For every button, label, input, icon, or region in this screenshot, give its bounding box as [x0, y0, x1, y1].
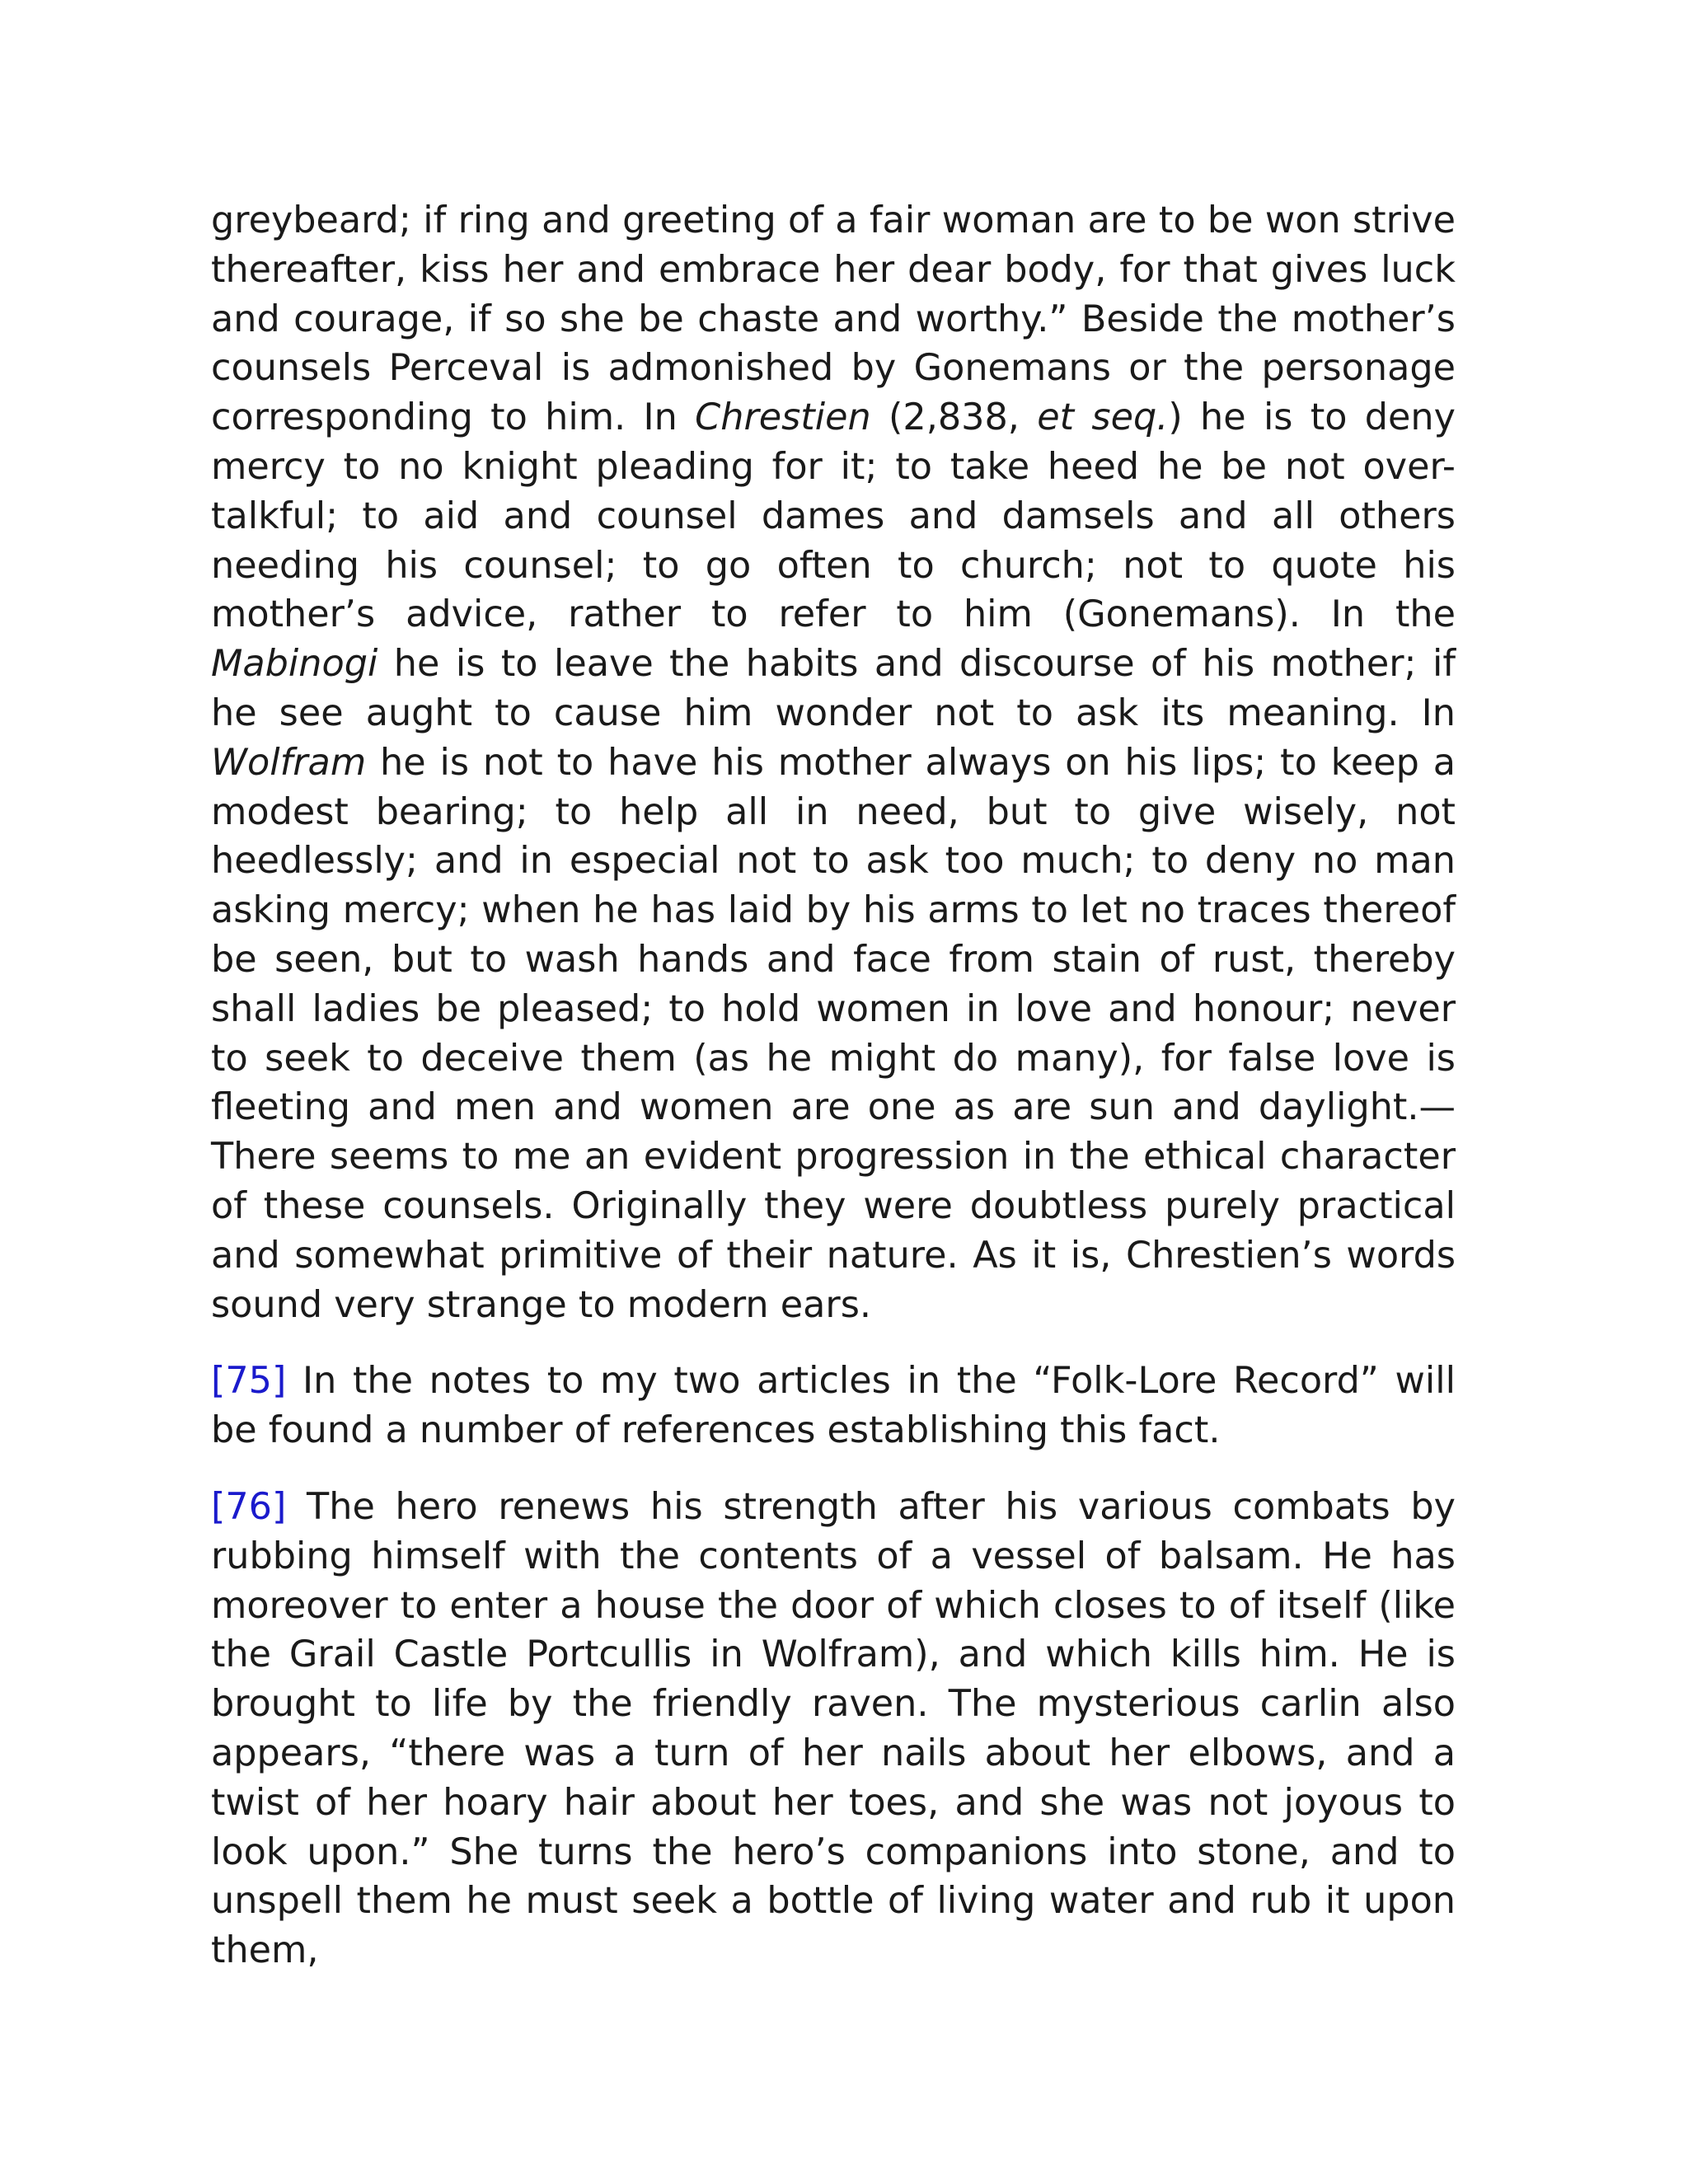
footnote-75-text: In the notes to my two articles in the “Folk-Lore Record” will be found a number of references establishing this fact.	[211, 1360, 1456, 1452]
italic-et-seq: et seq.	[1037, 396, 1169, 439]
footnote-76	[211, 1483, 1456, 1975]
italic-wolfram: Wolfram	[211, 741, 367, 784]
italic-chrestien: Chrestien	[695, 396, 871, 439]
paragraph-counsels	[211, 196, 1456, 1329]
text-run: he is not to have his mother always on his lips; to keep a modest bearing; to help all in need, but to give wisely, not heedlessly; and in especial not to ask too much; to deny no man asking mercy; when he has laid by his arms to let no traces thereof be seen, but to wash hands and face from stain of rust, thereby shall ladies be pleased; to hold women in love and honour; never to seek to deceive them (as he might do many), for false love is fleeting and men and women are one as are sun and daylight.—There seems to me an evident progression in the ethical character of these counsels. Originally they were doubtless purely practical and somewhat primitive of their nature. As it is, Chrestien’s words sound very strange to modern ears.	[211, 741, 1456, 1326]
text-run: he is to leave the habits and discourse of his mother; if he see aught to cause him wonder not to ask its meaning. In	[211, 643, 1456, 734]
italic-mabinogi: Mabinogi	[211, 643, 378, 686]
page-body	[211, 196, 1456, 1975]
text-run: ) he is to deny mercy to no knight pleading for it; to take heed he be not over-talkful; to aid and counsel dames and damsels and all others needing his counsel; to go often to church; not to quote his mother’s advice, rather to refer to him (Gonemans). In the	[211, 396, 1456, 636]
footnote-75-link[interactable]: [75]	[211, 1360, 287, 1403]
footnote-76-link[interactable]: [76]	[211, 1485, 287, 1528]
text-run: greybeard; if ring and greeting of a fair woman are to be won strive thereafter, kiss her and embrace her dear body, for that gives luck and courage, if so she be chaste and worthy.” Beside the mother’s counsels Perceval is admonished by Gonemans or the personage corresponding to him. In	[211, 199, 1456, 439]
footnote-76-text: The hero renews his strength after his various combats by rubbing himself with the contents of a vessel of balsam. He has moreover to enter a house the door of which closes to of itself (like the Grail Castle Portcullis in Wolfram), and which kills him. He is brought to life by the friendly raven. The mysterious carlin also appears, “there was a turn of her nails about her elbows, and a twist of her hoary hair about her toes, and she was not joyous to look upon.” She turns the hero’s companions into stone, and to unspell them he must seek a bottle of living water and rub it upon them,	[211, 1485, 1456, 1972]
footnote-75	[211, 1357, 1456, 1455]
text-run: (2,838,	[870, 396, 1038, 439]
